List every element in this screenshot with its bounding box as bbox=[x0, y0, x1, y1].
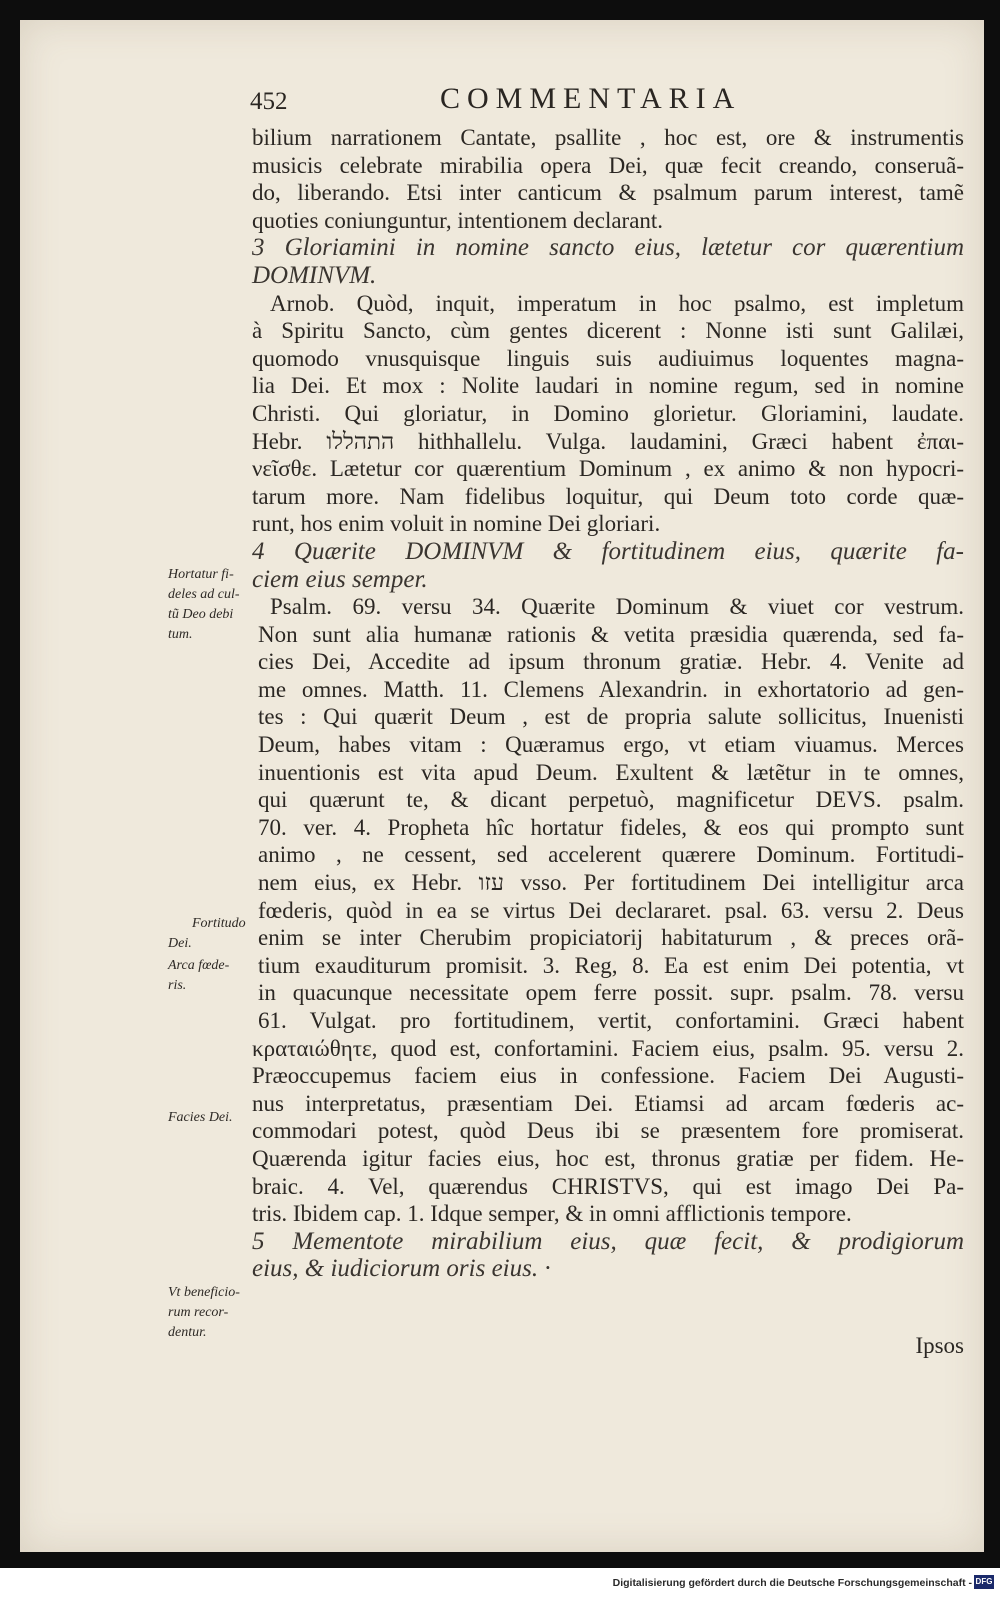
funding-credit: Digitalisierung gefördert durch die Deutsche Forschungsgemeinschaft - bbox=[612, 1577, 972, 1589]
margin-note-line: rum recor- bbox=[168, 1305, 229, 1320]
margin-note-line: Vt beneficio- bbox=[168, 1285, 240, 1300]
text-line: do, liberando. Etsi inter canticum & psalmum parum interest, tamẽ bbox=[252, 180, 964, 206]
text-line: musicis celebrate mirabilia opera Dei, quæ fecit creando, conseruã- bbox=[252, 152, 964, 178]
text-line: 61. Vulgat. pro fortitudinem, vertit, confortamini. Græci habent bbox=[258, 1008, 964, 1033]
text-line: 70. ver. 4. Propheta hîc hortatur fideles, & eos qui prompto sunt bbox=[258, 814, 964, 840]
text-line: Hebr. התהללו hithhallelu. Vulga. laudamini, Græci habent ἐπαι- bbox=[252, 428, 964, 454]
text-line: tarum more. Nam fidelibus loquitur, qui Deum toto corde quæ- bbox=[252, 483, 964, 509]
text-line: Arnob. Quòd, inquit, imperatum in hoc psalmo, est impletum bbox=[270, 290, 964, 316]
page-number: 452 bbox=[250, 88, 288, 115]
running-head: COMMENTARIA bbox=[440, 82, 742, 115]
text-line: fœderis, quòd in ea se virtus Dei declararet. psal. 63. versu 2. Deus bbox=[258, 897, 964, 923]
text-line: lia Dei. Et mox : Nolite laudari in nomine regum, sed in nomine bbox=[252, 373, 964, 399]
text-line: à Spiritu Sancto, cùm gentes dicerent : Nonne isti sunt Galilæi, bbox=[252, 318, 964, 344]
text-line: me omnes. Matth. 11. Clemens Alexandrin. in exhortatorio ad gen- bbox=[258, 676, 964, 702]
margin-note bbox=[168, 914, 260, 954]
text-line: qui quærunt te, & dicant perpetuò, magnificetur DEVS. psalm. bbox=[258, 787, 964, 813]
text-line: quomodo vnusquisque linguis suis audiuimus loquentes magna- bbox=[252, 345, 964, 371]
margin-note-line: tum. bbox=[168, 627, 193, 642]
catchword: Ipsos bbox=[915, 1333, 964, 1358]
text-line: tes : Qui quærit Deum , est de propria salute sollicitus, Inuenisti bbox=[258, 704, 964, 730]
text-line: Christi. Qui gloriatur, in Domino glorietur. Gloriamini, laudate. bbox=[252, 400, 964, 426]
verse-line: 4 Quærite DOMINVM & fortitudinem eius, quærite fa- bbox=[252, 537, 964, 565]
text-line: nem eius, ex Hebr. עזו vsso. Per fortitudinem Dei intelligitur arca bbox=[258, 870, 964, 896]
margin-note-line: ris. bbox=[168, 978, 187, 993]
text-line: braic. 4. Vel, quærendus CHRISTVS, qui est imago Dei Pa- bbox=[252, 1173, 964, 1199]
text-line: inuentionis est vita apud Deum. Exultent & lætẽtur in te omnes, bbox=[258, 759, 964, 785]
margin-note-line: Facies Dei. bbox=[168, 1110, 233, 1125]
margin-note bbox=[168, 956, 260, 996]
text-line: bilium narrationem Cantate, psallite , hoc est, ore & instrumentis bbox=[252, 125, 964, 150]
margin-note-line: Dei. bbox=[168, 936, 192, 951]
margin-note bbox=[168, 565, 260, 645]
margin-note-line: Fortitudo bbox=[192, 916, 246, 931]
text-line: runt, hos enim voluit in nomine Dei gloriari. bbox=[252, 511, 661, 537]
text-line: Deum, habes vitam : Quæramus ergo, vt etiam viuamus. Merces bbox=[258, 732, 964, 758]
text-line: tium exauditurum promisit. 3. Reg, 8. Ea est enim Dei potentia, vt bbox=[258, 952, 964, 978]
verse-line: ciem eius semper. bbox=[252, 565, 428, 593]
margin-note-line: deles ad cul- bbox=[168, 587, 240, 602]
verse-line: eius, & iudiciorum oris eius. · bbox=[252, 1255, 551, 1283]
text-line: Psalm. 69. versu 34. Quærite Dominum & viuet cor vestrum. bbox=[270, 594, 964, 620]
verse-line: 3 Gloriamini in nomine sancto eius, lætetur cor quærentium bbox=[252, 234, 964, 262]
text-line: animo , ne cessent, sed accelerent quærere Dominum. Fortitudi- bbox=[258, 842, 964, 868]
margin-note-line: dentur. bbox=[168, 1325, 207, 1340]
text-line: tris. Ibidem cap. 1. Idque semper, & in omni afflictionis tempore. bbox=[252, 1201, 852, 1227]
text-line: cies Dei, Accedite ad ipsum thronum gratiæ. Hebr. 4. Venite ad bbox=[258, 649, 964, 675]
commentary-body bbox=[252, 124, 964, 1283]
text-line: Non sunt alia humanæ rationis & vetita præsidia quærenda, sed fa- bbox=[258, 621, 964, 647]
text-line: in quacunque necessitate opem ferre possit. supr. psalm. 78. versu bbox=[258, 980, 964, 1006]
text-line: quoties coniunguntur, intentionem declarant. bbox=[252, 207, 664, 233]
text-line: κραταιώθητε, quod est, confortamini. Faciem eius, psalm. 95. versu 2. bbox=[252, 1035, 964, 1061]
margin-note-line: Arca fœde- bbox=[168, 958, 230, 973]
text-line: nus interpretatus, præsentiam Dei. Etiamsi ad arcam fœderis ac- bbox=[252, 1090, 964, 1116]
verse-line: DOMINVM. bbox=[252, 261, 377, 289]
text-line: Quærenda igitur facies eius, hoc est, thronus gratiæ per fidem. He- bbox=[252, 1145, 964, 1171]
margin-note bbox=[168, 1283, 260, 1343]
margin-note bbox=[168, 1108, 260, 1128]
margin-note-line: Hortatur fi- bbox=[168, 567, 234, 582]
dfg-logo: DFG bbox=[974, 1575, 994, 1589]
text-line: Præoccupemus faciem eius in confessione. Faciem Dei Augusti- bbox=[252, 1063, 964, 1089]
text-line: commodari potest, quòd Deus ibi se præsentem fore promiserat. bbox=[252, 1118, 964, 1144]
margin-note-line: tũ Deo debi bbox=[168, 607, 234, 622]
verse-line: 5 Mementote mirabilium eius, quæ fecit, & prodigiorum bbox=[252, 1227, 964, 1255]
text-line: νεῖσθε. Lætetur cor quærentium Dominum , ex animo & non hypocri- bbox=[252, 456, 964, 482]
text-line: enim se inter Cherubim propiciatorij habitaturum , & preces orã- bbox=[258, 925, 964, 951]
